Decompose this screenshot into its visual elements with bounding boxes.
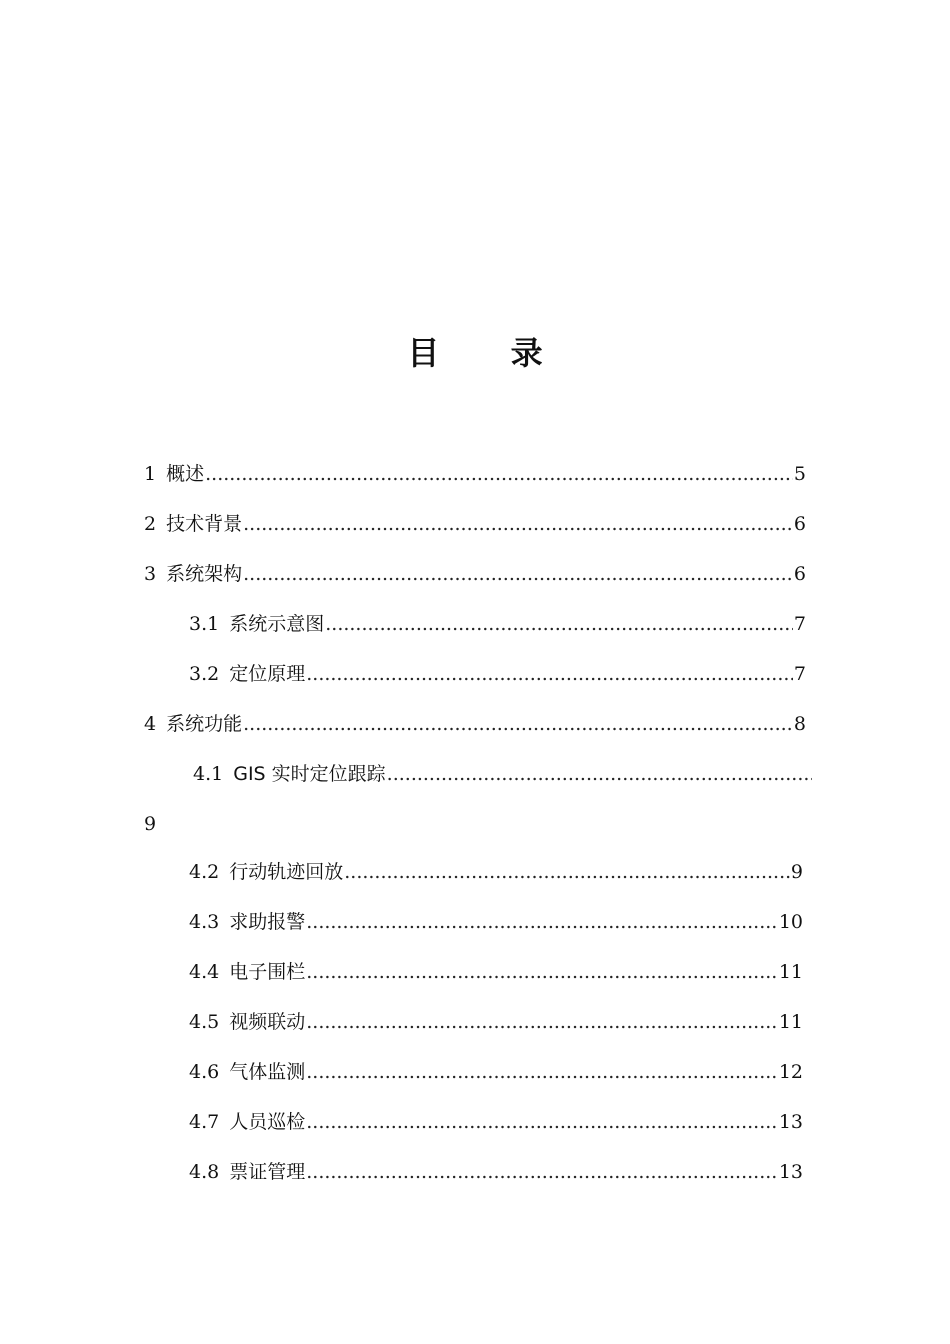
dot-leader [306,1010,778,1034]
toc-entry-title: 视频联动 [229,1011,306,1033]
toc-entry-number: 3.1 [189,613,220,635]
toc-entry-page: 12 [778,1061,803,1083]
toc-entry[interactable] [189,1160,803,1184]
toc-entry-title: GIS 实时定位跟踪 [233,763,386,785]
toc-entry[interactable] [189,1010,803,1034]
toc-entry-number: 3 [144,563,157,585]
toc-entry-title: 系统示意图 [229,613,325,635]
dot-leader [243,712,793,736]
toc-entry-number: 4.6 [189,1061,220,1083]
toc-entry-page: 5 [793,463,806,485]
toc-entry[interactable] [144,512,806,536]
dot-leader [243,562,793,586]
dot-leader [306,910,778,934]
toc-entry-number: 1 [144,463,157,485]
toc-entry[interactable] [189,960,803,984]
toc-entry-number: 4.1 [193,763,224,785]
dot-leader [306,1110,778,1134]
toc-entry[interactable] [189,662,806,686]
toc-entry-number: 4.3 [189,911,220,933]
toc-entry-page: 9 [790,861,803,883]
toc-entry-page: 7 [793,613,806,635]
toc-entry-title: 行动轨迹回放 [229,861,344,883]
dot-leader [306,1060,778,1084]
dot-leader [306,662,793,686]
toc-entry-title: 系统架构 [166,563,243,585]
dot-leader [306,960,778,984]
toc-entry-number: 4.2 [189,861,220,883]
toc-entry[interactable] [189,1110,803,1134]
toc-entry-page: 6 [793,513,806,535]
toc-entry-number: 2 [144,513,157,535]
dot-leader [387,762,812,786]
dot-leader [306,1160,778,1184]
toc-entry-title: 票证管理 [229,1161,306,1183]
toc-entry[interactable] [144,462,806,486]
toc-entry-page: 13 [778,1161,803,1183]
toc-entry-page: 10 [778,911,803,933]
toc-entry-title: 技术背景 [166,513,243,535]
toc-entry[interactable] [144,562,806,586]
toc-entry-page: 8 [793,713,806,735]
toc-entry-number: 4.5 [189,1011,220,1033]
toc-entry[interactable] [144,712,806,736]
dot-leader [243,512,793,536]
toc-entry[interactable] [189,612,806,636]
toc-entry-number: 4.8 [189,1161,220,1183]
toc-entry-title: 气体监测 [229,1061,306,1083]
toc-entry-number: 4.7 [189,1111,220,1133]
toc-entry-number: 3.2 [189,663,220,685]
toc-entry-page: 6 [793,563,806,585]
dot-leader [344,860,790,884]
toc-entry[interactable] [189,910,803,934]
toc-entry-page: 7 [793,663,806,685]
toc-entry-page: 13 [778,1111,803,1133]
toc-entry-title: 电子围栏 [229,961,306,983]
toc-entry-page: 11 [778,1011,803,1033]
toc-entry-title: 概述 [166,463,205,485]
dot-leader [205,462,793,486]
toc-entry-page: 9 [144,813,157,835]
toc-entry[interactable] [189,1060,803,1084]
toc-entry-number: 4 [144,713,157,735]
toc-entry-number: 4.4 [189,961,220,983]
toc-entry-title: 求助报警 [229,911,306,933]
toc-entry-title: 定位原理 [229,663,306,685]
toc-entry-title: 人员巡检 [229,1111,306,1133]
toc-entry-page: 11 [778,961,803,983]
toc-entry-title: 系统功能 [166,713,243,735]
toc-entry[interactable] [193,762,813,786]
dot-leader [325,612,793,636]
toc-title: 目 录 [407,334,573,372]
toc-entry[interactable] [189,860,803,884]
